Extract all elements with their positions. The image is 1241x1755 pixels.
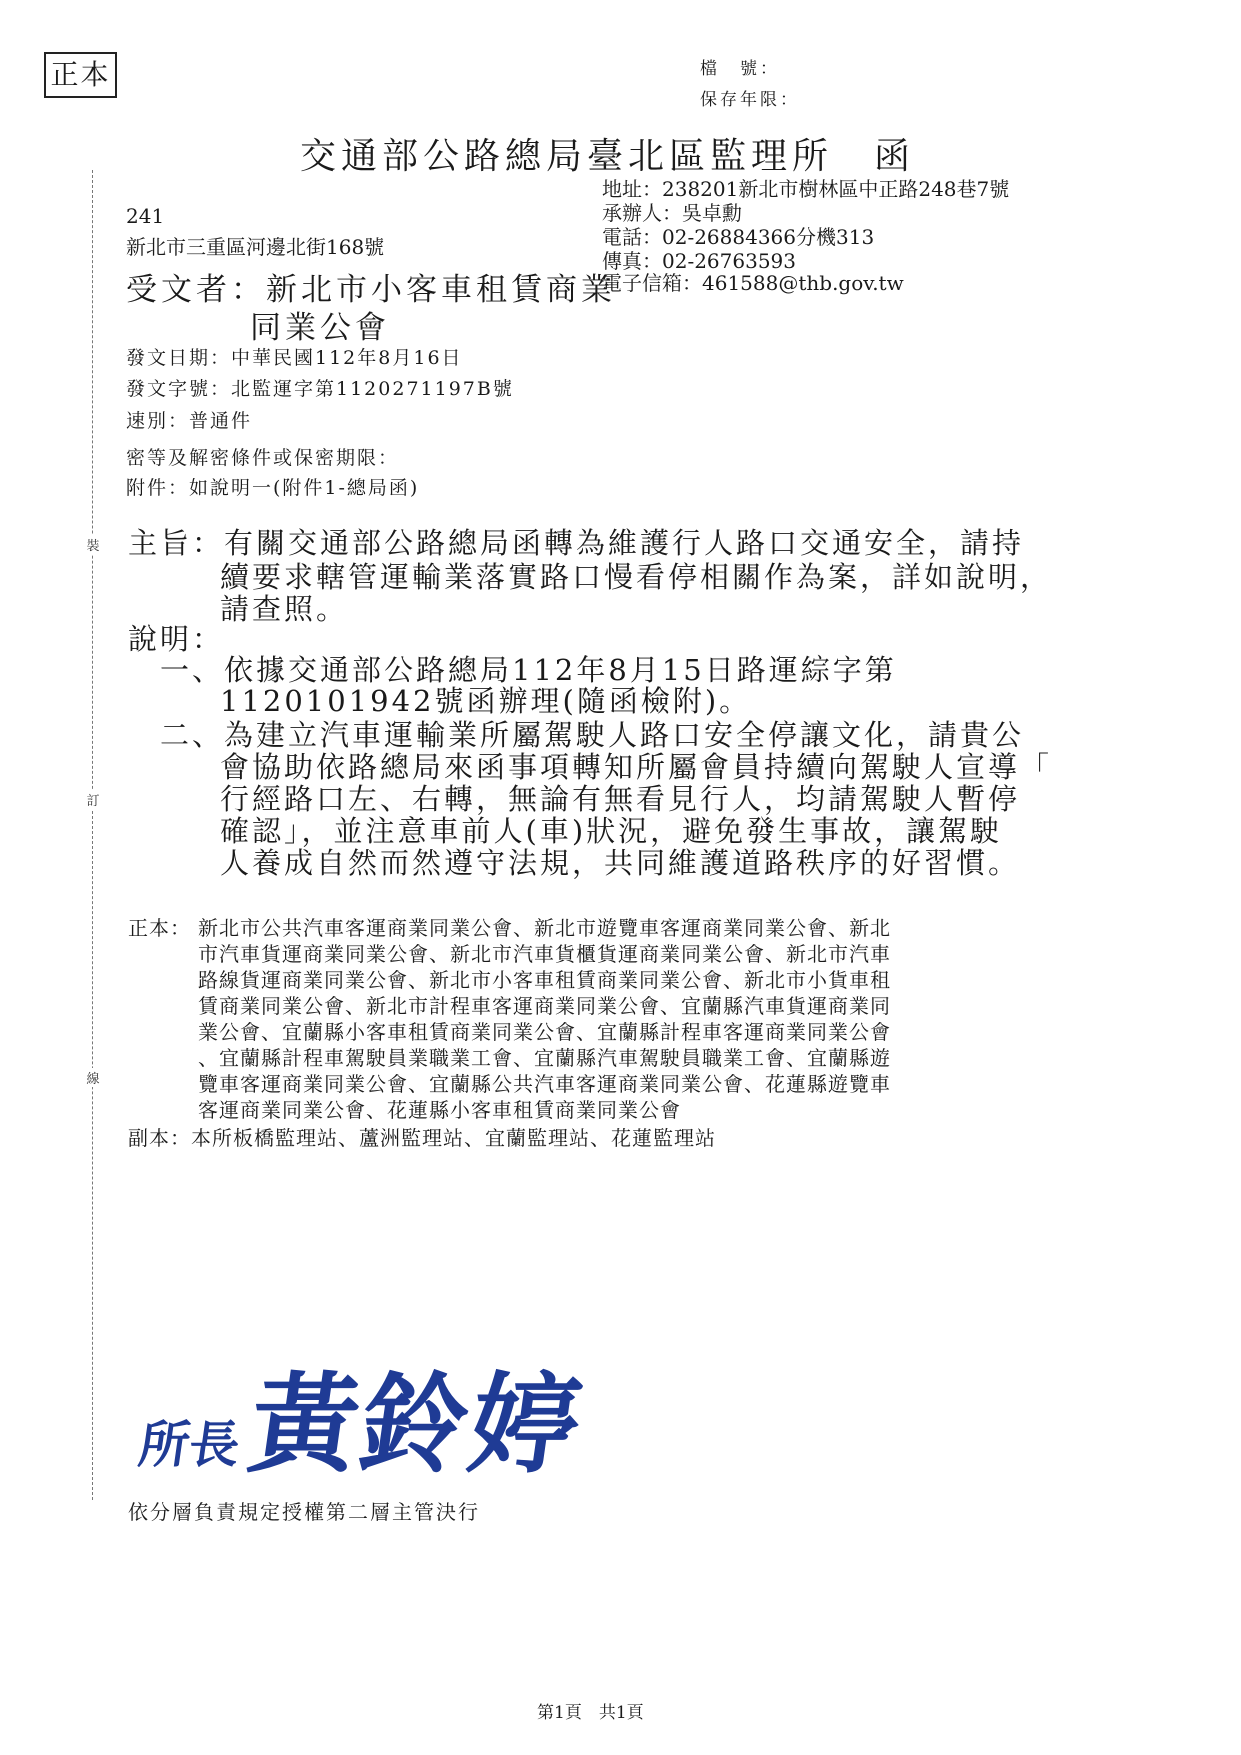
phone: 電話：02-26884366分機313 bbox=[602, 225, 875, 249]
binding-mark-zhuang: 裝 bbox=[84, 535, 102, 554]
explanation-header: 說明： bbox=[128, 622, 225, 656]
handler: 承辦人：吳卓勳 bbox=[602, 201, 742, 225]
fax: 傳真：02-26763593 bbox=[602, 249, 797, 273]
explanation-item-1-cont: 1120101942號函辦理(隨函檢附)。 bbox=[220, 684, 752, 718]
explanation-item-2-cont: 人養成自然而然遵守法規，共同維護道路秩序的好習慣。 bbox=[220, 846, 1021, 880]
original-copy-stamp: 正本 bbox=[44, 52, 117, 98]
subject-line: 續要求轄管運輸業落實路口慢看停相關作為案，詳如說明， bbox=[220, 560, 1053, 594]
original-recipients-line: 市汽車貨運商業同業公會、新北市汽車貨櫃貨運商業同業公會、新北市汽車 bbox=[198, 942, 891, 966]
sender-address: 地址：238201新北市樹林區中正路248巷7號 bbox=[602, 177, 1010, 201]
file-number-label: 檔 號： bbox=[700, 59, 780, 79]
page-number: 第1頁 共1頁 bbox=[537, 1703, 644, 1723]
issue-date: 發文日期：中華民國112年8月16日 bbox=[126, 347, 463, 369]
original-recipients-line: 、宜蘭縣計程車駕駛員業職業工會、宜蘭縣汽車駕駛員職業工會、宜蘭縣遊 bbox=[198, 1046, 891, 1070]
email: 電子信箱：461588@thb.gov.tw bbox=[602, 271, 904, 295]
original-recipients-line: 覽車客運商業同業公會、宜蘭縣公共汽車客運商業同業公會、花蓮縣遊覽車 bbox=[198, 1072, 891, 1096]
attachment: 附件：如說明一(附件1-總局函) bbox=[126, 477, 420, 499]
explanation-item-1: 一、依據交通部公路總局112年8月15日路運綜字第 bbox=[160, 653, 897, 687]
subject-line: 請查照。 bbox=[220, 592, 349, 626]
original-recipients-line: 賃商業同業公會、新北市計程車客運商業同業公會、宜蘭縣汽車貨運商業同 bbox=[198, 994, 891, 1018]
explanation-item-2-cont: 行經路口左、右轉，無論有無看見行人，均請駕駛人暫停 bbox=[220, 782, 1021, 816]
authorization-note: 依分層負責規定授權第二層主管決行 bbox=[128, 1500, 480, 1524]
recipient-address: 新北市三重區河邊北街168號 bbox=[126, 235, 385, 259]
original-recipients-label: 正本： bbox=[128, 916, 191, 940]
recipient-name-line1: 受文者：新北市小客車租賃商業 bbox=[126, 272, 616, 308]
document-number: 發文字號：北監運字第1120271197B號 bbox=[126, 378, 514, 400]
explanation-item-2: 二、為建立汽車運輸業所屬駕駛人路口安全停讓文化，請貴公 bbox=[160, 718, 1025, 752]
signature-title: 所長 bbox=[135, 1415, 244, 1474]
document-title: 交通部公路總局臺北區監理所 函 bbox=[300, 136, 916, 177]
recipient-postal-code: 241 bbox=[126, 204, 165, 228]
recipient-name-line2: 同業公會 bbox=[250, 310, 390, 346]
binding-mark-xian: 線 bbox=[84, 1068, 102, 1087]
explanation-item-2-cont: 會協助依路總局來函事項轉知所屬會員持續向駕駛人宣導「 bbox=[220, 750, 1053, 784]
secrecy-level: 密等及解密條件或保密期限： bbox=[126, 447, 400, 469]
binding-line bbox=[92, 170, 93, 1500]
delivery-speed: 速別：普通件 bbox=[126, 410, 253, 432]
original-recipients-line: 新北市公共汽車客運商業同業公會、新北市遊覽車客運商業同業公會、新北 bbox=[198, 916, 891, 940]
signature-name: 黃鈴婷 bbox=[241, 1362, 590, 1488]
original-recipients-line: 業公會、宜蘭縣小客車租賃商業同業公會、宜蘭縣計程車客運商業同業公會 bbox=[198, 1020, 891, 1044]
subject-line: 主旨：有關交通部公路總局函轉為維護行人路口交通安全，請持 bbox=[128, 526, 1025, 560]
explanation-item-2-cont: 確認」，並注意車前人(車)狀況，避免發生事故，讓駕駛 bbox=[220, 814, 1003, 848]
original-recipients-line: 客運商業同業公會、花蓮縣小客車租賃商業同業公會 bbox=[198, 1098, 681, 1122]
retention-period-label: 保存年限： bbox=[700, 90, 800, 110]
director-signature-seal bbox=[135, 1338, 590, 1493]
copy-recipients: 副本：本所板橋監理站、蘆洲監理站、宜蘭監理站、花蓮監理站 bbox=[128, 1126, 716, 1150]
binding-mark-ding: 訂 bbox=[84, 790, 102, 809]
original-recipients-line: 路線貨運商業同業公會、新北市小客車租賃商業同業公會、新北市小貨車租 bbox=[198, 968, 891, 992]
